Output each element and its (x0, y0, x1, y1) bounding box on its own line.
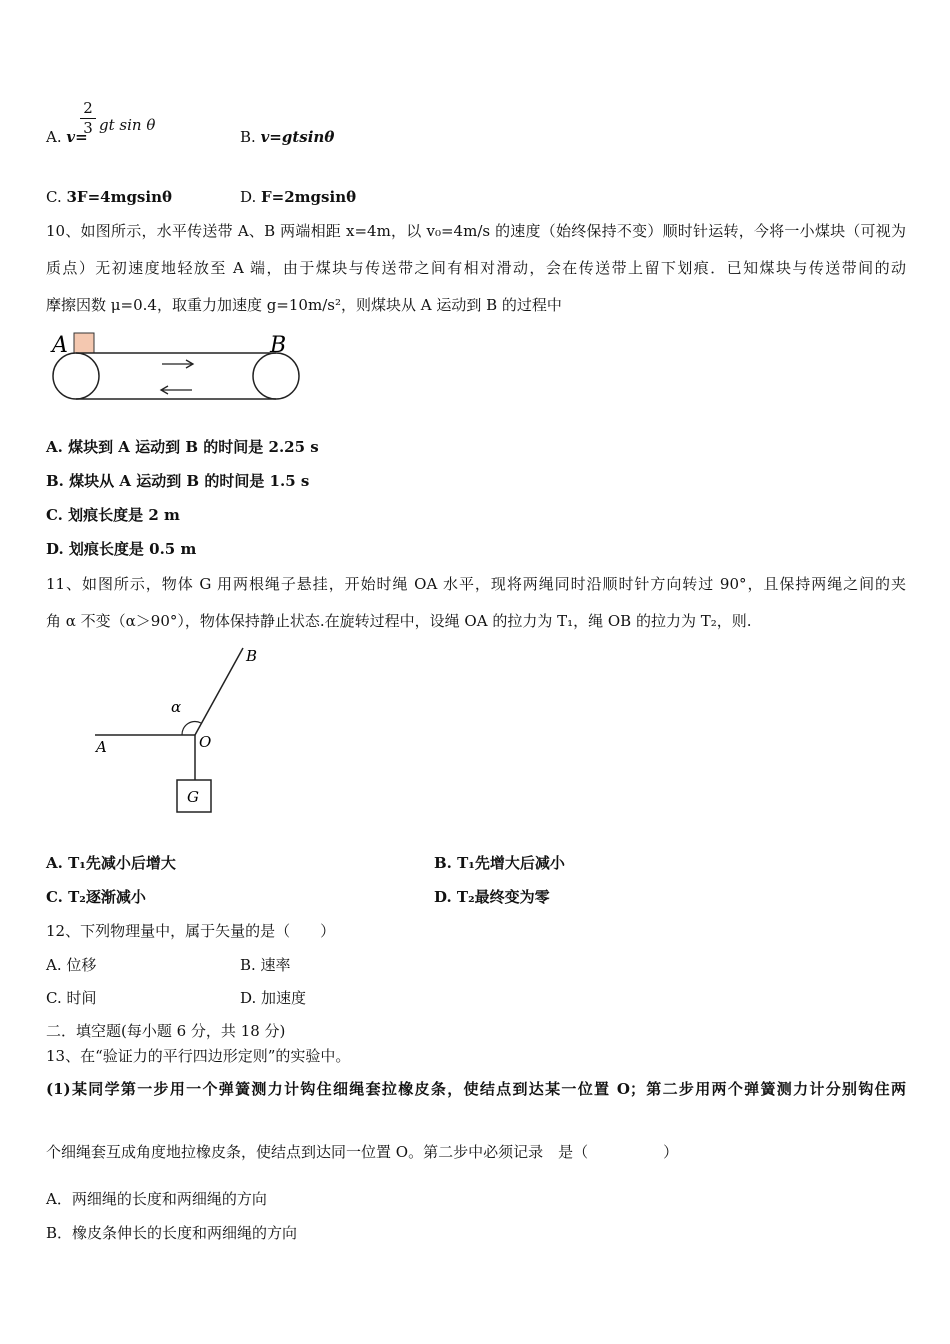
q13-part1-line2: 个细绳套互成角度地拉橡皮条，使结点到达同一位置 O。第二步中必须记录 是（ ） (46, 1143, 679, 1161)
q9-option-b-text: v=gtsinθ (260, 128, 335, 146)
figure-label-a: A (52, 333, 68, 358)
q9-option-b (240, 127, 334, 147)
q11-option-d: D. T₂最终变为零 (434, 888, 550, 906)
conveyor-belt-figure (46, 330, 306, 402)
q13-option-b: B．橡皮条伸长的长度和两细绳的方向 (46, 1224, 298, 1242)
q9-option-a-rest: gt sin θ (99, 116, 156, 134)
q11-option-b: B. T₁先增大后减小 (434, 854, 565, 872)
q13-part1-line1: (1)某同学第一步用一个弹簧测力计钩住细绳套拉橡皮条，使结点到达某一位置 O；第二步用两个弹簧测力计分别钩住两 (46, 1080, 906, 1098)
q12-option-a: A. 位移 (46, 956, 97, 974)
left-arrow-icon (161, 386, 192, 394)
fraction-numerator: 2 (83, 99, 93, 117)
q9-option-d (240, 187, 356, 207)
q9-option-b-prefix: B. (240, 128, 261, 146)
figure-label-b: B (246, 647, 258, 665)
q10-option-d: D. 划痕长度是 0.5 m (46, 540, 197, 558)
figure-label-a: A (96, 738, 107, 756)
q11-stem-line1: 11、如图所示，物体 G 用两根绳子悬挂，开始时绳 OA 水平，现将两绳同时沿顺时针方向转过 90°，且保持两绳之间的夹 (46, 575, 906, 593)
rope-ob (195, 648, 243, 735)
figure-label-alpha: α (171, 698, 182, 716)
section-heading: 二．填空题(每小题 6 分，共 18 分) (46, 1022, 286, 1040)
q13-option-a: A．两细绳的长度和两细绳的方向 (46, 1190, 267, 1208)
q11-stem-line2: 角 α 不变（α＞90°），物体保持静止状态.在旋转过程中，设绳 OA 的拉力为 T₁，绳 OB 的拉力为 T₂，则. (46, 612, 752, 630)
fraction-denominator: 3 (83, 119, 93, 137)
q12-option-c: C. 时间 (46, 989, 97, 1007)
figure-label-o: O (199, 733, 212, 751)
left-pulley (53, 353, 99, 399)
q9-option-a-prefix: A. (46, 128, 67, 146)
right-arrow-icon (162, 360, 193, 368)
q10-stem-line3: 摩擦因数 μ=0.4，取重力加速度 g=10m/s²，则煤块从 A 运动到 B 的过程中 (46, 296, 562, 314)
q12-option-b: B. 速率 (240, 956, 291, 974)
q10-stem-line1: 10、如图所示，水平传送带 A、B 两端相距 x=4m，以 v₀=4m/s 的速度（始终保持不变）顺时针运转，今将一小煤块（可视为 (46, 222, 906, 240)
right-pulley (253, 353, 299, 399)
q10-option-c: C. 划痕长度是 2 m (46, 506, 180, 524)
q9-option-c-text: 3F=4mgsinθ (66, 188, 172, 206)
q12-stem: 12、下列物理量中，属于矢量的是（ ） (46, 922, 336, 940)
q9-option-c (46, 187, 172, 207)
q9-option-d-prefix: D. (240, 188, 262, 206)
q12-option-d: D. 加速度 (240, 989, 307, 1007)
coal-block (74, 333, 94, 353)
q13-stem: 13、在“验证力的平行四边形定则”的实验中。 (46, 1047, 351, 1065)
figure-label-b: B (270, 333, 287, 358)
q11-option-a: A. T₁先减小后增大 (46, 854, 176, 872)
q11-option-c: C. T₂逐渐减小 (46, 888, 146, 906)
q9-option-a-fraction (80, 100, 96, 137)
q10-stem-line2: 质点）无初速度地轻放至 A 端，由于煤块与传送带之间有相对滑动，会在传送带上留下划痕．已知煤块与传送带间的动 (46, 259, 906, 277)
q9-option-d-text: F=2mgsinθ (261, 188, 357, 206)
q10-option-a: A. 煤块到 A 运动到 B 的时间是 2.25 s (46, 438, 319, 456)
q10-option-b: B. 煤块从 A 运动到 B 的时间是 1.5 s (46, 472, 310, 490)
figure-label-g: G (187, 788, 199, 806)
q9-option-a-v: v= (66, 128, 88, 146)
q9-option-c-prefix: C. (46, 188, 67, 206)
rope-suspension-figure (90, 642, 270, 817)
